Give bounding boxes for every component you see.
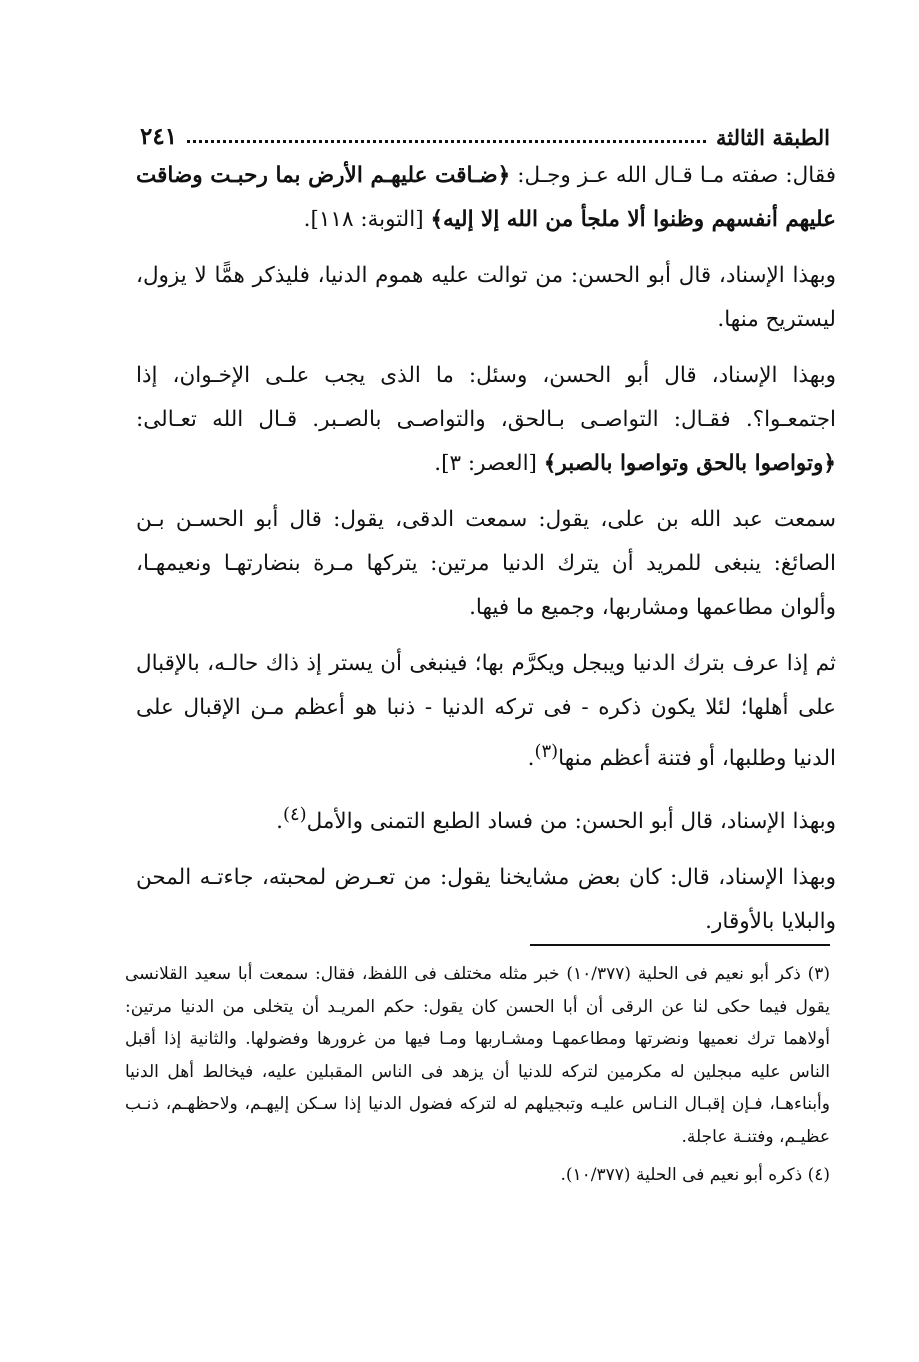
chapter-title: الطبقة الثالثة [716, 125, 830, 150]
footnote-marker: (٤) [283, 804, 307, 826]
paragraph [136, 354, 836, 486]
paragraph [136, 642, 836, 781]
running-header [140, 116, 830, 148]
footnote-divider [530, 944, 830, 946]
paragraph [136, 254, 836, 342]
footnote: (٤) ذكره أبو نعيم فى الحلية (١٠/٣٧٧). [560, 1165, 830, 1185]
paragraph [136, 856, 836, 944]
paragraph-text: فقال: صفته مـا قـال الله عـز وجـل: [510, 163, 837, 188]
paragraph-text: وبهذا الإسناد، قال أبو الحسن، وسئل: ما الذى يجب علـى الإخـوان، إذا اجتمعـوا؟. فقـال: التواصـى بـالحق، والتواصـى بالصـبر. قـال الله تعـالى: [136, 363, 836, 432]
main-text [136, 154, 836, 956]
paragraph [136, 498, 836, 630]
paragraph-text: ثم إذا عرف بترك الدنيا ويبجل ويكرَّم بها؛ فينبغى أن يستر إذ ذاك حالـه، بالإقبال على أهلها؛ لئلا يكون ذكره - فى تركه الدنيا - ذنبا هو أعظم مـن الإقبال على الدنيا وطلبها، أو فتنة أعظم منها [136, 651, 836, 772]
paragraph-text: سمعت عبد الله بن على، يقول: سمعت الدقى، يقول: قال أبو الحسـن بـن الصائغ: ينبغى للمريد أن يترك الدنيا مرتين: يتركها مـرة بنضارتهـا ونعيمهـا، وألوان مطاعمها ومشاربها، وجميع ما فيها. [136, 507, 836, 620]
leader-dots [187, 140, 706, 143]
footnote: (٣) ذكر أبو نعيم فى الحلية (١٠/٣٧٧) خبر مثله مختلف فى اللفظ، فقال: سمعت أبا سعيد القلانسى يقول فيما حكى لنا عن الرقى أن أبا الحسن كان يقول: حكم المريـد أن يتخلى من الدنيا مرتين: أولاهما ترك نعميها ونضرتها ومطاعمهـا ومشـاربها ومـا فيها من غرورها وفضولها. والثانية إذا أقبل الناس عليه مبجلين له مكرمين لتركه للدنيا أن يزهد فى الناس المقبلين عليه، فيخالط أهل الدنيا وأبناءهـا، فـإن إقبـال النـاس عليـه وتبجيلهم له لتركه فضول الدنيا إذا سـكن إليهـم، ولاحظهـم، ذنـب عظيـم، وفتنـة عاجلة. [125, 964, 831, 1147]
paragraph-text: [التوبة: ١١٨]. [303, 207, 431, 232]
footnotes [125, 958, 830, 1198]
paragraph-text: وبهذا الإسناد، قال: كان بعض مشايخنا يقول: من تعـرض لمحبته، جاءتـه المحن والبلايا بالأوقار. [136, 865, 836, 935]
footnote-marker: (٣) [534, 741, 559, 762]
paragraph-text: [العصر: ٣]. [434, 451, 544, 476]
paragraph [136, 793, 836, 844]
paragraph-text: وبهذا الإسناد، قال أبو الحسن: من توالت عليه هموم الدنيا، فليذكر همًّا لا يزول، ليستريح منها. [136, 263, 836, 332]
quran-verse: ﴿وتواصوا بالحق وتواصوا بالصبر﴾ [543, 451, 836, 476]
paragraph-text: . [527, 746, 535, 772]
page-number: ٢٤١ [140, 123, 178, 150]
paragraph [136, 154, 836, 242]
paragraph-text: وبهذا الإسناد، قال أبو الحسن: من فساد الطبع التمنى والأمل [306, 809, 836, 835]
quran-verse: ﴿ضـاقت عليهـم الأرض بما رحبـت وضاقت عليهم أنفسهم وظنوا ألا ملجأ من الله إلا إليه﴾ [136, 163, 836, 232]
paragraph-text: . [276, 809, 283, 835]
